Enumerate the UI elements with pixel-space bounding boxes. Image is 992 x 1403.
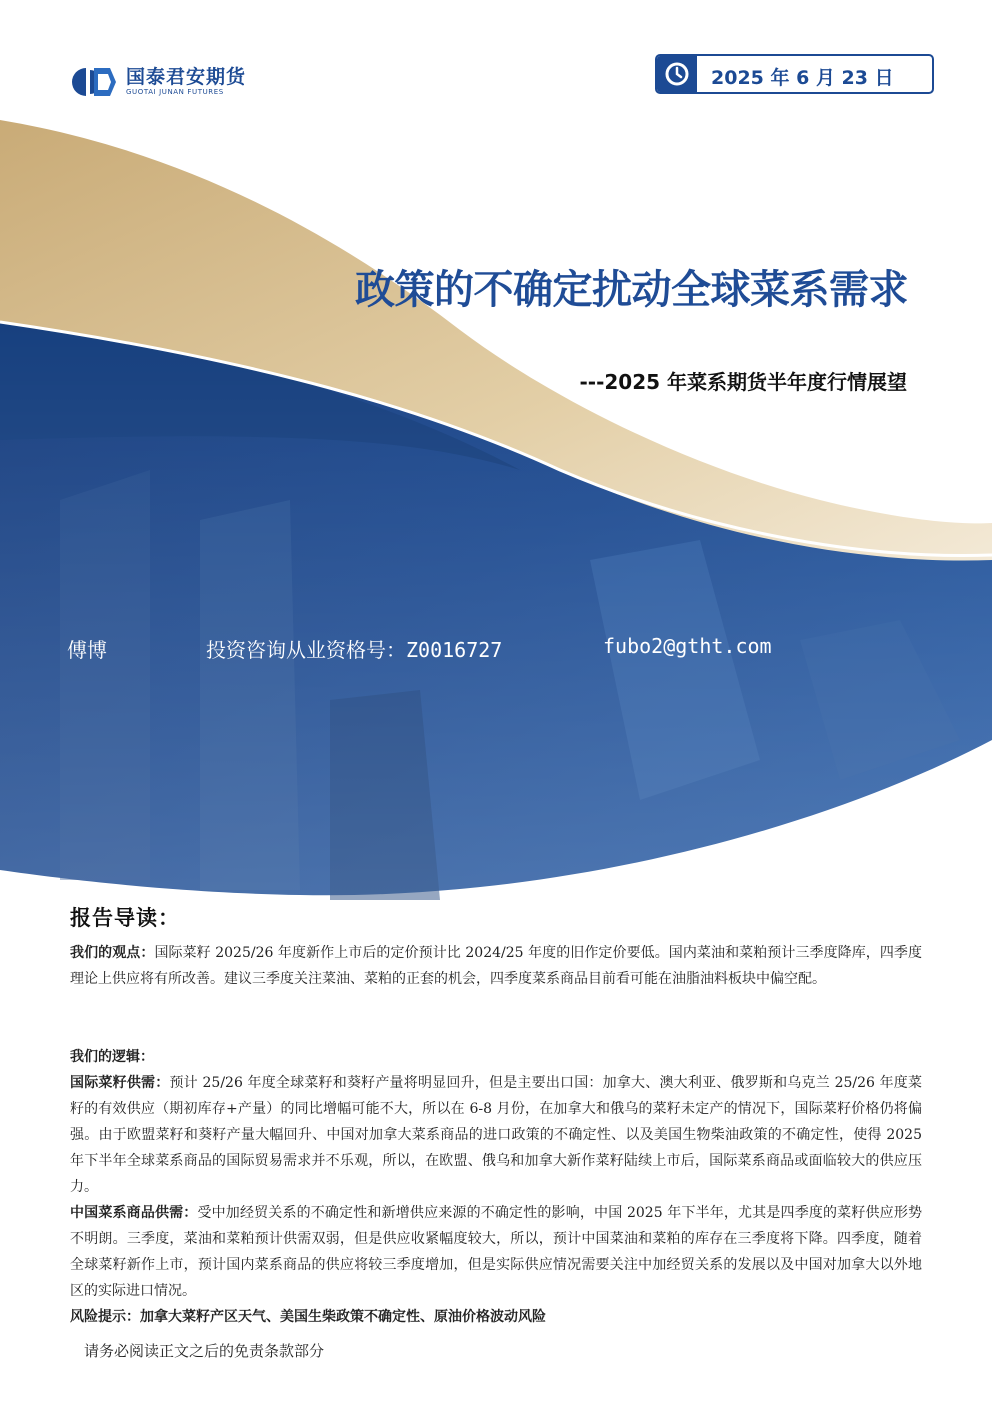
date-icon-cell (657, 56, 697, 92)
intl-label: 国际菜籽供需： (70, 1075, 170, 1091)
report-subtitle: ---2025 年菜系期货半年度行情展望 (579, 370, 907, 394)
brand-name: 国泰君安期货 (126, 66, 247, 88)
risk-label: 风险提示： (70, 1309, 140, 1325)
brand-name-en: GUOTAI JUNAN FUTURES (126, 88, 224, 96)
view-text: 国际菜籽 2025/26 年度新作上市后的定价预计比 2024/25 年度的旧作定价要低。国内菜油和菜粕预计三季度降库，四季度理论上供应将有所改善。建议三季度关注菜油、菜粕的正套的机会，四季度菜系商品目前看可能在油脂油料板块中偏空配。 (70, 945, 923, 987)
brand-mark-icon (70, 66, 118, 98)
china-text: 受中加经贸关系的不确定性和新增供应来源的不确定性的影响，中国 2025 年下半年，尤其是四季度的菜籽供应形势不明朗。三季度，菜油和菜粕预计供需双弱，但是供应收紧幅度较大，所以，预计中国菜油和菜粕的库存在三季度将下降。四季度，随着全球菜籽新作上市，预计国内菜系商品的供应将较三季度增加，但是实际供应情况需要关注中加经贸关系的发展以及中国对加拿大以外地区的实际进口情况。 (70, 1205, 922, 1299)
logic-section (70, 1044, 922, 1330)
china-label: 中国菜系商品供需： (70, 1205, 198, 1221)
author-email[interactable]: fubo2@gtht.com (603, 634, 772, 658)
author-license: 投资咨询从业资格号：Z0016727 (206, 638, 503, 662)
clock-icon (664, 61, 690, 87)
view-paragraph (70, 940, 922, 992)
disclaimer: 请务必阅读正文之后的免责条款部分 (84, 1342, 325, 1360)
logic-label: 我们的逻辑： (70, 1049, 154, 1065)
intl-text: 预计 25/26 年度全球菜籽和葵籽产量将明显回升，但是主要出口国：加拿大、澳大利亚、俄罗斯和乌克兰 25/26 年度菜籽的有效供应（期初库存+产量）的同比增幅可能不大，所以在 6-8 月份，在加拿大和俄乌的菜籽未定产的情况下，国际菜籽价格仍将偏强。由于欧盟菜籽和葵籽产量大幅回升、中国对加拿大菜系商品的进口政策的不确定性、以及美国生物柴油政策的不确定性，使得 2025 年下半年全球菜系商品的国际贸易需求并不乐观，所以，在欧盟、俄乌和加拿大新作菜籽陆续上市后，国际菜系商品或面临较大的供应压力。 (70, 1075, 922, 1195)
view-label: 我们的观点： (70, 945, 155, 961)
date-text: 2025 年 6 月 23 日 (711, 67, 894, 89)
report-date (655, 54, 934, 94)
summary-heading: 报告导读： (70, 906, 180, 930)
brand-logo (70, 66, 246, 98)
report-title: 政策的不确定扰动全球菜系需求 (355, 267, 908, 313)
author-name: 傅博 (67, 638, 107, 662)
risk-text: 加拿大菜籽产区天气、美国生柴政策不确定性、原油价格波动风险 (140, 1309, 546, 1325)
